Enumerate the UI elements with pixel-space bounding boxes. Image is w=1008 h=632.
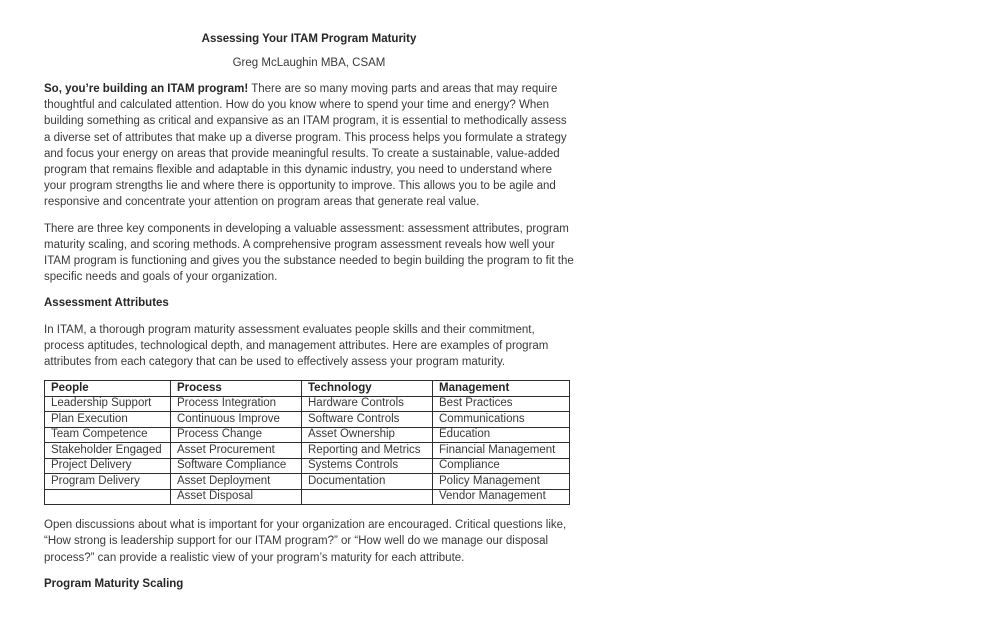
table-cell: Asset Deployment bbox=[171, 474, 302, 490]
table-cell: Education bbox=[433, 427, 570, 443]
table-row bbox=[45, 474, 570, 490]
heading-assessment-attributes: Assessment Attributes bbox=[44, 297, 169, 310]
table-row bbox=[45, 412, 570, 428]
table-cell: Leadership Support bbox=[45, 396, 171, 412]
table-header-process: Process bbox=[171, 381, 302, 397]
paragraph-discussion: Open discussions about what is important for your organization are encouraged. Critical questions like, “How strong is leadership support for our ITAM program?” or “How well do we manage our disposal process?” can provide a realistic view of your program’s maturity for each attribute. bbox=[44, 519, 567, 564]
heading-program-maturity-scaling: Program Maturity Scaling bbox=[44, 577, 184, 590]
table-cell bbox=[302, 489, 433, 505]
table-row bbox=[45, 396, 570, 412]
document-title: Assessing Your ITAM Program Maturity bbox=[201, 33, 417, 45]
table-cell: Project Delivery bbox=[45, 458, 171, 474]
table-cell bbox=[45, 489, 171, 505]
table-cell: Continuous Improve bbox=[171, 412, 302, 428]
document-author: Greg McLaughin MBA, CSAM bbox=[232, 57, 386, 69]
paragraph-components: There are three key components in developing a valuable assessment: assessment attributes, program maturity scaling, and scoring methods. A comprehensive program assessment reveals how well your ITAM program is functioning and gives you the substance needed to begin building the program to fit the specific needs and goals of your organization. bbox=[44, 222, 574, 284]
table-cell: Process Change bbox=[171, 427, 302, 443]
table-header-technology: Technology bbox=[302, 381, 433, 397]
table-row bbox=[45, 458, 570, 474]
table-header-management: Management bbox=[433, 381, 570, 397]
paragraph-attributes: In ITAM, a thorough program maturity assessment evaluates people skills and their commitment, process aptitudes, technological depth, and management attributes. Here are examples of program attributes from each category that can be used to effectively assess your program maturity. bbox=[44, 323, 549, 369]
paragraph-intro-rest: There are so many moving parts and areas that may require thoughtful and calculated attention. How do you know where to spend your time and energy? When building something as critical and expansive as an ITAM program, it is essential to methodically assess a diverse set of attributes that make up a diverse program. This process helps you formulate a strategy and focus your energy on areas that provide meaningful results. To create a sustainable, value-added program that remains flexible and adaptable in this dynamic industry, you need to understand where your program strengths lie and where there is opportunity to improve. This allows you to be agile and responsive and concentrate your attention on program areas that generate real value. bbox=[44, 83, 567, 209]
table-cell: Policy Management bbox=[433, 474, 570, 490]
table-cell: Program Delivery bbox=[45, 474, 171, 490]
paragraph-intro-lead: So, you’re building an ITAM program! bbox=[44, 83, 249, 95]
table-cell: Documentation bbox=[302, 474, 433, 490]
table-row bbox=[45, 489, 570, 505]
table-cell: Team Competence bbox=[45, 427, 171, 443]
table-cell: Vendor Management bbox=[433, 489, 570, 505]
table-cell: Financial Management bbox=[433, 443, 570, 459]
assessment-attributes-table bbox=[44, 380, 570, 505]
paragraph-intro bbox=[44, 81, 574, 211]
table-cell: Plan Execution bbox=[45, 412, 171, 428]
table-cell: Compliance bbox=[433, 458, 570, 474]
table-header-row bbox=[45, 381, 570, 397]
table-cell: Software Controls bbox=[302, 412, 433, 428]
table-cell: Best Practices bbox=[433, 396, 570, 412]
table-cell: Stakeholder Engaged bbox=[45, 443, 171, 459]
table-cell: Systems Controls bbox=[302, 458, 433, 474]
table-row bbox=[45, 427, 570, 443]
table-cell: Hardware Controls bbox=[302, 396, 433, 412]
table-header-people: People bbox=[45, 381, 171, 397]
table-row bbox=[45, 443, 570, 459]
table-cell: Communications bbox=[433, 412, 570, 428]
table-cell: Reporting and Metrics bbox=[302, 443, 433, 459]
table-cell: Process Integration bbox=[171, 396, 302, 412]
table-cell: Asset Procurement bbox=[171, 443, 302, 459]
table-cell: Asset Disposal bbox=[171, 489, 302, 505]
document-page bbox=[44, 31, 574, 602]
table-cell: Asset Ownership bbox=[302, 427, 433, 443]
table-cell: Software Compliance bbox=[171, 458, 302, 474]
